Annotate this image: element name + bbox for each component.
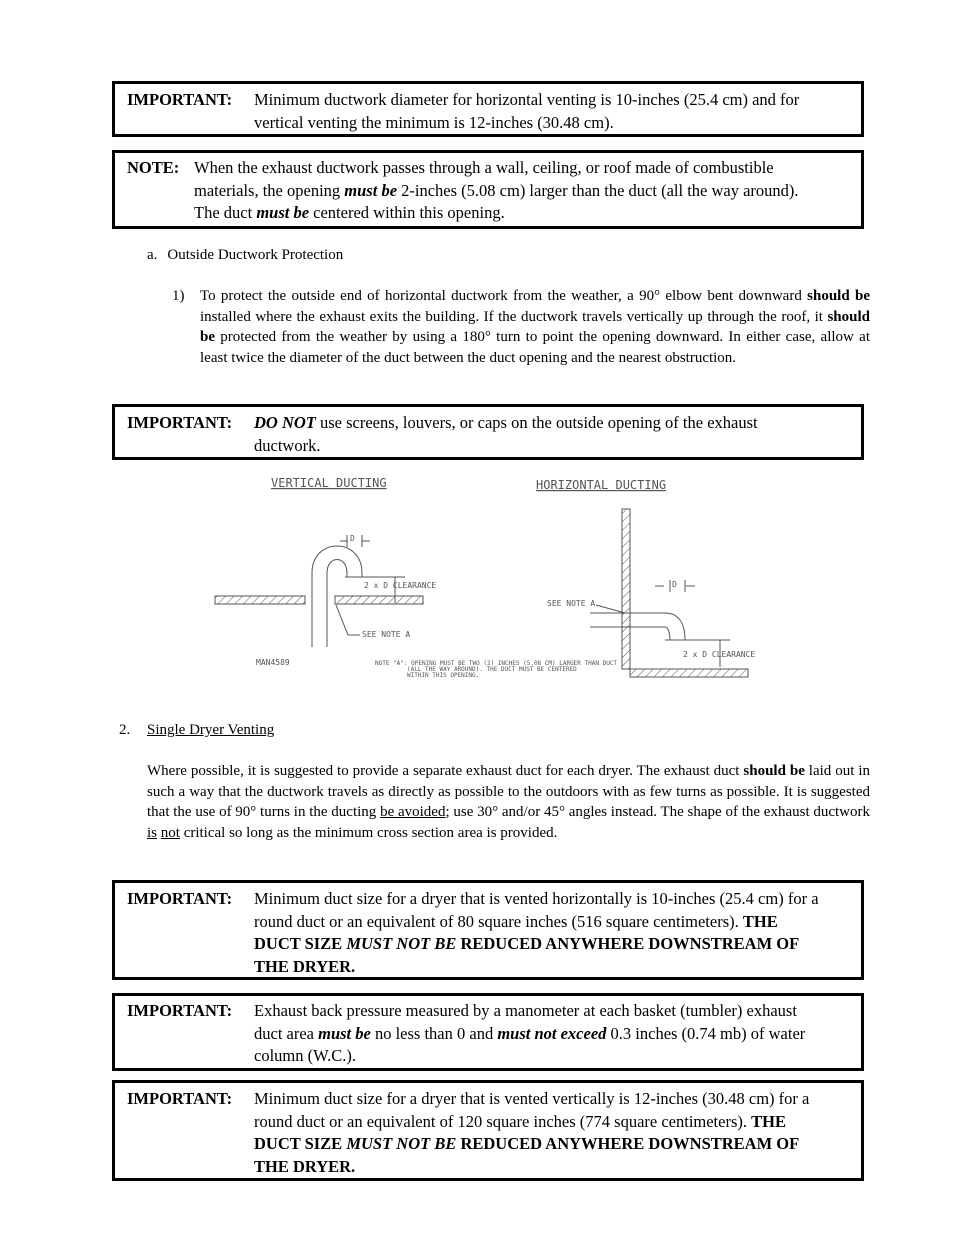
important-text: DO NOT use screens, louvers, or caps on the outside opening of the exhaust ductwork. [254, 413, 758, 455]
section-a-heading: a. Outside Ductwork Protection [147, 247, 344, 263]
important-text: Exhaust back pressure measured by a manometer at each basket (tumbler) exhaust duct area must be no less than 0 and must not exceed 0.3 inches (0.74 mb) of water column (W.C.). [254, 1001, 806, 1065]
important-label: IMPORTANT: [127, 1089, 233, 1108]
diagram-ref: MAN4589 [256, 658, 290, 667]
note-a-line3: WITHIN THIS OPENING. [407, 672, 480, 679]
important-box-back-pressure [112, 993, 864, 1071]
important-label: IMPORTANT: [127, 1001, 233, 1020]
important-box-duct-diameter [112, 81, 864, 137]
roof-hatch-left [215, 596, 305, 604]
note-a-line1: NOTE "A": OPENING MUST BE TWO (2) INCHES (5.08 CM) LARGER THAN DUCT [375, 660, 618, 667]
vertical-clearance-label: 2 x D CLEARANCE [364, 581, 437, 590]
important-box-do-not [112, 404, 864, 460]
note-text: When the exhaust ductwork passes through a wall, ceiling, or roof made of combustible materials, the opening must be 2-inches (5.08 cm) larger than the duct (all the way around). The duct must be centered within this opening. [194, 158, 799, 222]
ground-hatch [630, 669, 748, 677]
important-box-horizontal-size [112, 880, 864, 980]
important-text: Minimum duct size for a dryer that is vented horizontally is 10-inches (25.4 cm) for a round duct or an equivalent of 80 square inches (516 square centimeters). THE DUCT SIZE MUST NOT BE REDUCED ANYWHERE DOWNSTREAM OF THE DRYER. [254, 889, 819, 976]
note-label: NOTE: [127, 158, 180, 177]
ducting-diagram [0, 465, 954, 690]
horizontal-see-note: SEE NOTE A [547, 599, 596, 608]
item-1-marker: 1) [172, 288, 185, 304]
note-box-combustible [112, 150, 864, 229]
vertical-ducting-title: VERTICAL DUCTING [271, 476, 387, 490]
vertical-d-label: D [350, 534, 355, 543]
wall-hatch [622, 509, 630, 669]
horizontal-ducting-title: HORIZONTAL DUCTING [536, 478, 667, 492]
note-a-line2: (ALL THE WAY AROUND). THE DUCT MUST BE CENTERED [407, 666, 577, 673]
horizontal-d-label: D [672, 580, 677, 589]
section-2-title: Single Dryer Venting [147, 722, 275, 738]
horizontal-clearance-label: 2 x D CLEARANCE [683, 650, 756, 659]
section-2-marker: 2. [119, 722, 131, 738]
single-dryer-paragraph: Where possible, it is suggested to provide a separate exhaust duct for each dryer. The exhaust duct should be laid out in such a way that the ductwork travels as directly as possible to the outdoors with as few turns as possible. It is suggested that the use of 90° turns in the ducting be avoided; use 30° and/or 45° angles instead. The shape of the exhaust ductwork is not critical so long as the minimum cross section area is provided. [147, 763, 871, 841]
important-label: IMPORTANT: [127, 889, 233, 908]
important-label: IMPORTANT: [127, 90, 233, 109]
item-1-paragraph: To protect the outside end of horizontal ductwork from the weather, a 90° elbow bent downward should be installed where the exhaust exits the building. If the ductwork travels vertically up through the roof, it should be protected from the weather by using a 180° turn to point the opening downward. In either case, allow at least twice the diameter of the duct between the duct opening and the nearest obstruction. [200, 288, 870, 366]
roof-hatch-right [335, 596, 423, 604]
important-label: IMPORTANT: [127, 413, 233, 432]
vertical-see-note: SEE NOTE A [362, 630, 411, 639]
important-text: Minimum ductwork diameter for horizontal venting is 10-inches (25.4 cm) and for vertical venting the minimum is 12-inches (30.48 cm). [254, 90, 800, 132]
important-text: Minimum duct size for a dryer that is vented vertically is 12-inches (30.48 cm) for a round duct or an equivalent of 120 square inches (774 square centimeters). THE DUCT SIZE MUST NOT BE REDUCED ANYWHERE DOWNSTREAM OF THE DRYER. [254, 1089, 810, 1176]
horizontal-90-elbow [665, 613, 685, 640]
important-box-vertical-size [112, 1080, 864, 1181]
